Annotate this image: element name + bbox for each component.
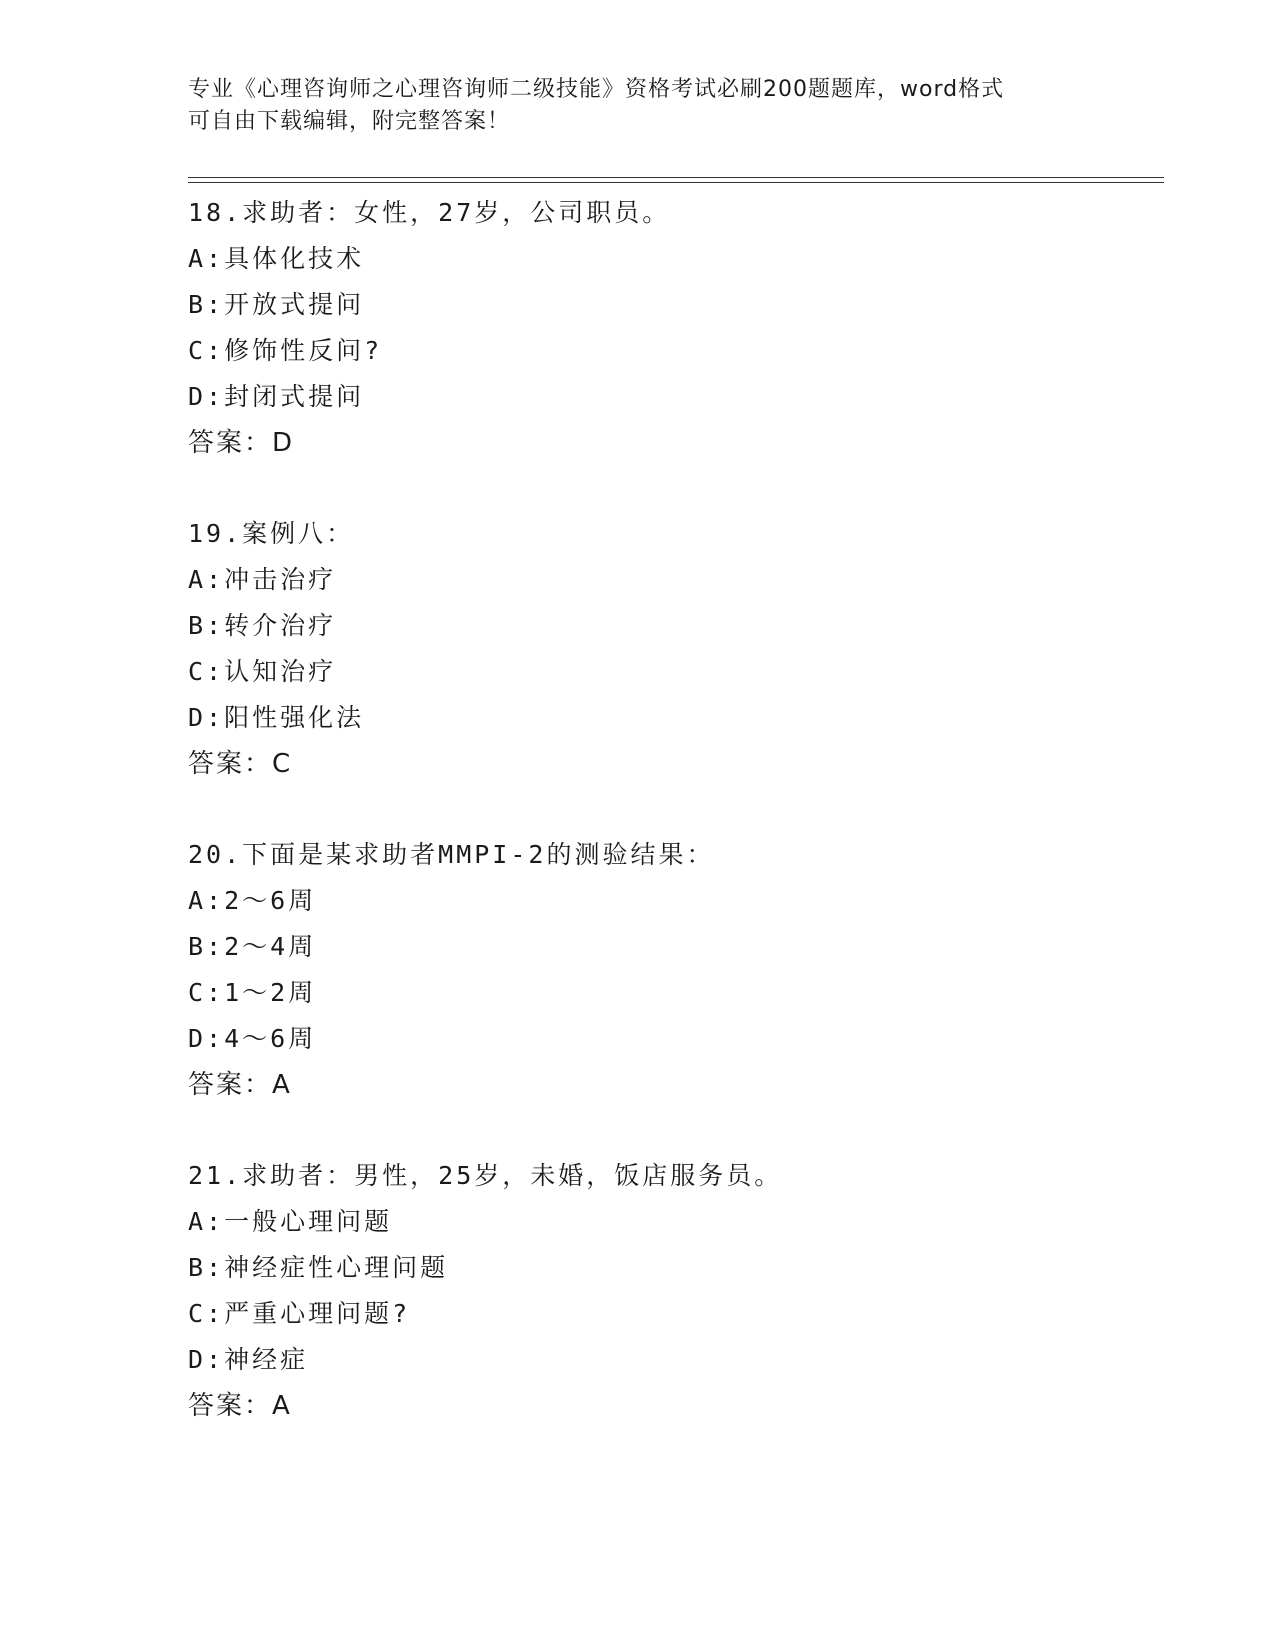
option-text: 神经症 [224,1345,309,1374]
option-letter: A: [188,1207,225,1236]
option-letter: C: [188,1299,225,1328]
answer-label: 答案： [188,1391,273,1421]
option-text: 严重心理问题? [224,1299,411,1328]
option-c [188,1291,1164,1337]
question-20 [188,832,1164,1108]
option-letter: C: [188,336,225,365]
header-divider-bottom [188,182,1164,183]
option-letter: D: [188,1345,225,1374]
option-text: 封闭式提问 [224,382,365,411]
answer-line [188,1062,1164,1108]
question-title: 18.求助者：女性，27岁，公司职员。 [188,198,671,227]
option-text: 2～6周 [224,886,317,915]
question-list [188,190,1164,1474]
question-21 [188,1153,1164,1429]
option-letter: B: [188,1253,225,1282]
option-a [188,236,1164,282]
option-c [188,649,1164,695]
option-d [188,1016,1164,1062]
option-text: 开放式提问 [224,290,365,319]
option-letter: D: [188,382,225,411]
option-b [188,924,1164,970]
option-text: 神经症性心理问题 [224,1253,449,1282]
option-letter: D: [188,703,225,732]
answer-value: A [272,1070,292,1100]
option-letter: B: [188,932,225,961]
answer-label: 答案： [188,1070,273,1100]
answer-line [188,741,1164,787]
option-a [188,1199,1164,1245]
answer-value: A [272,1391,292,1421]
option-letter: A: [188,565,225,594]
option-c [188,328,1164,374]
answer-label: 答案： [188,428,273,458]
option-text: 2～4周 [224,932,317,961]
option-text: 修饰性反问? [224,336,383,365]
option-text: 转介治疗 [224,611,337,640]
option-text: 4～6周 [224,1024,317,1053]
option-letter: D: [188,1024,225,1053]
option-letter: B: [188,611,225,640]
option-letter: C: [188,657,225,686]
header-line-1: 专业《心理咨询师之心理咨询师二级技能》资格考试必刷200题题库，word格式 [188,77,1005,102]
option-text: 一般心理问题 [224,1207,393,1236]
answer-line [188,1383,1164,1429]
answer-value: C [272,749,293,779]
option-b [188,1245,1164,1291]
option-a [188,557,1164,603]
option-text: 冲击治疗 [224,565,337,594]
option-letter: A: [188,244,225,273]
option-b [188,282,1164,328]
question-title: 20.下面是某求助者MMPI-2的测验结果： [188,840,715,869]
question-18 [188,190,1164,466]
option-b [188,603,1164,649]
header-divider-top [188,177,1164,178]
option-a [188,878,1164,924]
option-d [188,695,1164,741]
option-text: 阳性强化法 [224,703,365,732]
answer-label: 答案： [188,749,273,779]
option-letter: C: [188,978,225,1007]
header-line-2: 可自由下载编辑，附完整答案！ [188,109,511,134]
answer-value: D [272,428,295,458]
option-letter: B: [188,290,225,319]
option-letter: A: [188,886,225,915]
option-text: 具体化技术 [224,244,365,273]
question-19 [188,511,1164,787]
question-title: 19.案例八： [188,519,355,548]
option-text: 1～2周 [224,978,317,1007]
answer-line [188,420,1164,466]
document-header [188,74,1088,138]
option-d [188,374,1164,420]
option-d [188,1337,1164,1383]
option-c [188,970,1164,1016]
option-text: 认知治疗 [224,657,337,686]
question-title: 21.求助者：男性，25岁，未婚，饭店服务员。 [188,1161,783,1190]
